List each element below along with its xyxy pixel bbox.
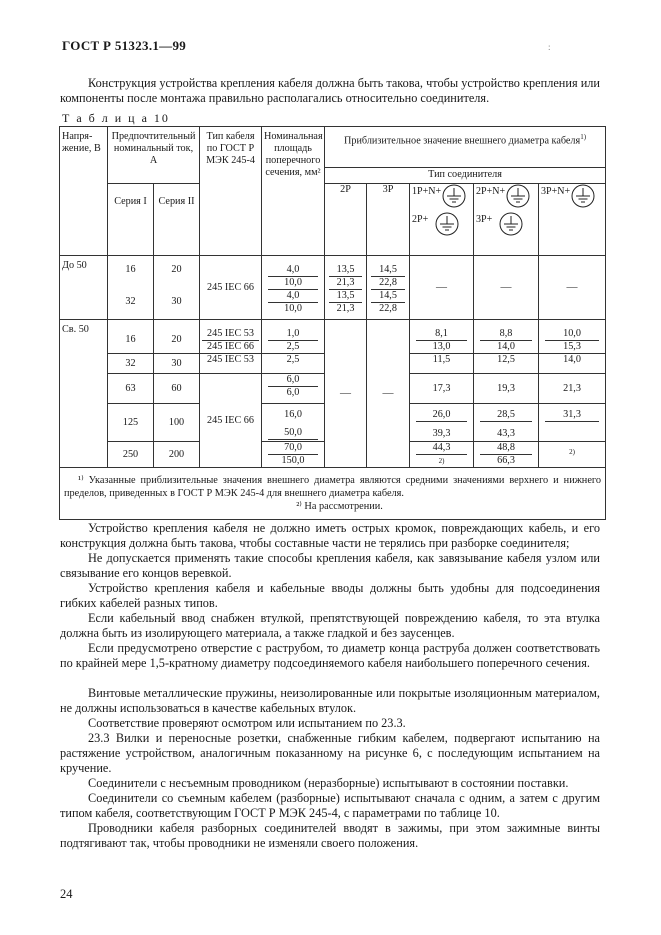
g2-2p-dash: — — [325, 320, 367, 468]
g2-r4-c1: 26,0 39,3 — [410, 404, 474, 442]
g1-r1-sec: 4,0 10,0 — [262, 264, 325, 290]
protective-earth-icon — [505, 184, 531, 208]
g2-voltage: Св. 50 — [60, 320, 108, 468]
cable-diameter-table — [59, 126, 606, 520]
g2-cable-type-main: 245 IEC 66 — [200, 374, 262, 468]
corner-mark: : — [548, 42, 551, 52]
g1-r2-sec: 4,0 10,0 — [262, 290, 325, 320]
g2-r2-c2: 12,5 — [474, 354, 539, 374]
g1-r2-3p: 14,5 22,8 — [367, 290, 410, 320]
header-1pn-2p: 1P+N+ 2P+ — [410, 184, 474, 256]
header-voltage: Напря-жение, В — [60, 127, 108, 256]
g1-r1-2p: 13,5 21,3 — [325, 264, 367, 290]
g1-r1-s2: 20 — [154, 264, 200, 290]
g2-r3-sec: 6,0 6,0 — [262, 374, 325, 404]
g2-r4-s2: 100 — [154, 404, 200, 442]
paragraph-6: Винтовые металлические пружины, неизолированные или покрытые изоляционным материалом, не должны использоваться в качестве кабельных втулок. — [60, 686, 600, 715]
g1-r2-2p: 13,5 21,3 — [325, 290, 367, 320]
document-header: ГОСТ Р 51323.1—99 — [62, 38, 187, 53]
g2-r2-sec: 2,5 — [262, 354, 325, 374]
g2-r5-c1: 44,3 2) — [410, 442, 474, 468]
g2-r2-ct: 245 IEC 53 — [200, 354, 262, 374]
header-current: Предпочтительный номинальный ток, А — [108, 127, 200, 168]
g2-r4-sec: 16,0 50,0 — [262, 404, 325, 442]
paragraph-11: Проводники кабеля разборных соединителей вводят в зажимы, при этом зажимные винты подтягивают так, чтобы проводники не изменяли своего положения. — [60, 821, 600, 850]
g2-r2-c3: 14,0 — [539, 354, 606, 374]
g2-r4-s1: 125 — [108, 404, 154, 442]
protective-earth-icon — [434, 212, 460, 236]
g2-r1-c3: 10,0 15,3 — [539, 328, 606, 354]
paragraph-4: Если кабельный ввод снабжен втулкой, препятствующей повреждению кабеля, то эта втулка должна быть из изолирующего материала, а также гладкой и без заусенцев. — [60, 611, 600, 640]
g2-r3-c3: 21,3 — [539, 374, 606, 404]
g2-r1-c2: 8,8 14,0 — [474, 328, 539, 354]
header-cable-type: Тип кабеля по ГОСТ Р МЭК 245-4 — [200, 127, 262, 256]
g1-r2-s2: 30 — [154, 290, 200, 320]
paragraph-1: Устройство крепления кабеля не должно иметь острых кромок, повреждающих кабель, и его конструкция должна быть такова, чтобы составные части не терялись при разборке соединителя; — [60, 521, 600, 550]
g2-r3-c2: 19,3 — [474, 374, 539, 404]
table-caption: Т а б л и ц а 10 — [62, 111, 170, 125]
header-3pn: 3P+N+ — [539, 184, 606, 256]
g2-spacer-a — [108, 320, 154, 328]
header-current-spacer — [108, 167, 200, 184]
table-footnotes — [60, 468, 606, 520]
g2-r3-s2: 60 — [154, 374, 200, 404]
g2-spacer-b — [154, 320, 200, 328]
g1-voltage: До 50 — [60, 256, 108, 320]
g1-dash-3: — — [539, 256, 606, 320]
g1-dash-2: — — [474, 256, 539, 320]
g2-r2-s1: 32 — [108, 354, 154, 374]
g2-spacer-d — [262, 320, 325, 328]
paragraph-3: Устройство крепления кабеля и кабельные вводы должны быть удобны для подсоединения гибких кабелей разных типов. — [60, 581, 600, 610]
g2-r5-sec: 70,0 150,0 — [262, 442, 325, 468]
header-diameter: Приблизительное значение внешнего диаметра кабеля$^{1)}$ — [325, 127, 606, 168]
paragraph-9: Соединители с несъемным проводником (неразборные) испытывают в состоянии поставки. — [88, 776, 569, 790]
g2-r2-s2: 30 — [154, 354, 200, 374]
paragraph-10: Соединители со съемным кабелем (разборные) испытывают сначала с одним, а затем с другим типом кабеля, соответствующим ГОСТ Р МЭК 245-4, с параметрами по таблице 10. — [60, 791, 600, 820]
header-series2: Серия II — [154, 184, 200, 256]
protective-earth-icon — [570, 184, 596, 208]
g1-dash-1: — — [410, 256, 474, 320]
paragraph-5: Если предусмотрено отверстие с раструбом, то диаметр конца раструба должен соответствовать по крайней мере 1,5-кратному диаметру подсоединяемого кабеля наибольшего поперечного сечения. — [60, 641, 600, 670]
g2-spacer-g — [539, 320, 606, 328]
paragraph-2: Не допускается применять такие способы крепления кабеля, как завязывание кабеля узлом или связывание его концов веревкой. — [60, 551, 600, 580]
g1-spacer-b — [154, 256, 200, 264]
g2-r5-c2: 48,8 66,3 — [474, 442, 539, 468]
g2-r5-s2: 200 — [154, 442, 200, 468]
g2-r5-s1: 250 — [108, 442, 154, 468]
header-conn-type: Тип соединителя — [325, 167, 606, 184]
g1-cable-type: 245 IEC 66 — [200, 256, 262, 320]
page-number: 24 — [60, 887, 73, 901]
paragraph-7: Соответствие проверяют осмотром или испытанием по 23.3. — [88, 716, 406, 730]
g2-r3-s1: 63 — [108, 374, 154, 404]
g2-r4-c3: 31,3 — [539, 404, 606, 442]
g2-spacer-f — [474, 320, 539, 328]
g2-3p-dash: — — [367, 320, 410, 468]
g2-r1-s1: 16 — [108, 328, 154, 354]
g2-r1-s2: 20 — [154, 328, 200, 354]
g1-r2-s1: 32 — [108, 290, 154, 320]
protective-earth-icon — [498, 212, 524, 236]
g2-spacer-c — [200, 320, 262, 328]
header-2pn-3p: 2P+N+ 3P+ — [474, 184, 539, 256]
header-cross-section: Номинальная площадь поперечного сечения, мм² — [262, 127, 325, 256]
g1-spacer-c — [262, 256, 325, 264]
g1-spacer-a — [108, 256, 154, 264]
g2-r5-c3: 2) — [539, 442, 606, 468]
g1-r1-3p: 14,5 22,8 — [367, 264, 410, 290]
protective-earth-icon — [441, 184, 467, 208]
g2-r1-sec: 1,0 2,5 — [262, 328, 325, 354]
g2-r1-c1: 8,1 13,0 — [410, 328, 474, 354]
header-2p: 2Р — [325, 184, 367, 256]
g1-r1-s1: 16 — [108, 264, 154, 290]
intro-paragraph: Конструкция устройства крепления кабеля должна быть такова, чтобы устройство крепления или компоненты после монтажа правильно располагались относительно соединителя. — [60, 76, 600, 105]
header-3p: 3Р — [367, 184, 410, 256]
g2-r4-c2: 28,5 43,3 — [474, 404, 539, 442]
g2-r2-c1: 11,5 — [410, 354, 474, 374]
footnote-1: ¹⁾ Указанные приблизительные значения внешнего диаметра являются средними значениями верхнего и нижнего пределов, приведенных в ГОСТ Р МЭК 245-4 для внешнего диаметра кабеля. — [64, 475, 602, 499]
paragraph-8: 23.3 Вилки и переносные розетки, снабженные гибким кабелем, подвергают испытанию на растяжение устройством, аналогичным показанному на рисунке 6, с последующим испытанием на кручение. — [60, 731, 600, 775]
g1-spacer-e — [367, 256, 410, 264]
g1-spacer-d — [325, 256, 367, 264]
footnote-2: ²⁾ На рассмотрении. — [296, 501, 383, 512]
g2-r1-ct: 245 IEC 53 245 IEC 66 — [200, 328, 262, 354]
g2-r3-c1: 17,3 — [410, 374, 474, 404]
header-series1: Серия I — [108, 184, 154, 256]
g2-spacer-e — [410, 320, 474, 328]
